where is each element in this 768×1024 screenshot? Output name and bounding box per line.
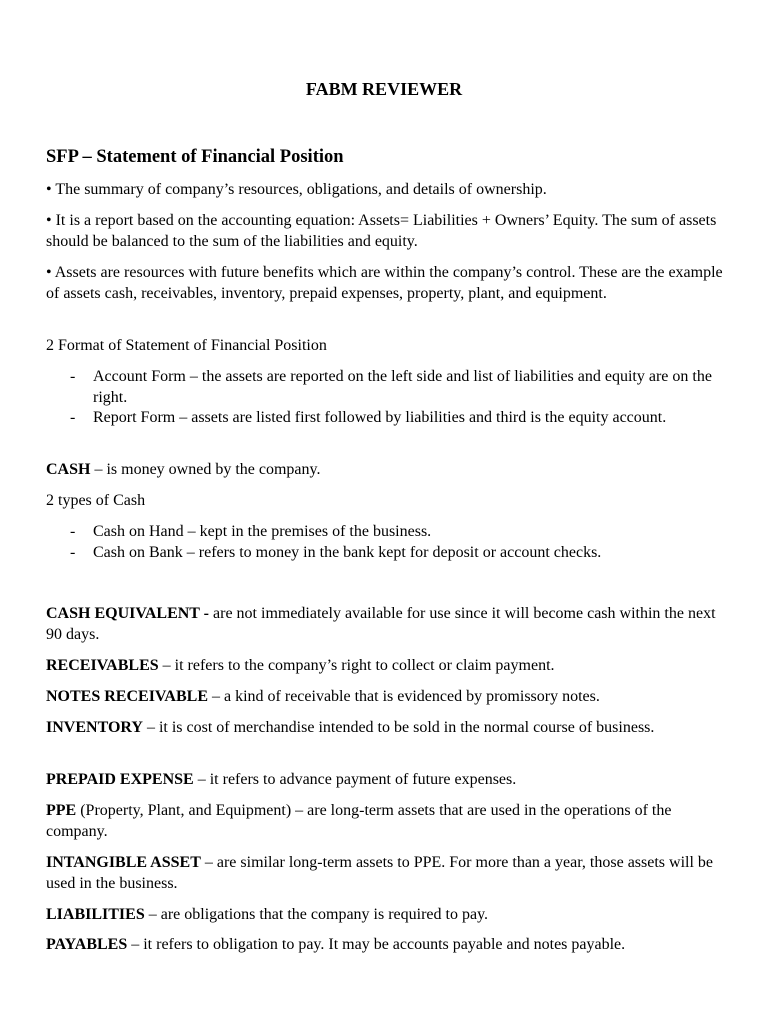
list-item-text: Cash on Hand – kept in the premises of the business. [93, 523, 432, 540]
definition-term: INVENTORY [46, 719, 143, 736]
definition-text: – are obligations that the company is required to pay. [144, 906, 489, 923]
definition-text: – are similar long-term assets to PPE. For more than a year, those assets will be used in the business. [46, 854, 714, 892]
definition-text: – it refers to obligation to pay. It may be accounts payable and notes payable. [127, 936, 626, 953]
section-heading: SFP – Statement of Financial Position [46, 147, 344, 167]
bullet-paragraph: • Assets are resources with future benefits which are within the company’s control. These are the example of assets cash, receivables, inventory, prepaid expenses, property, plant, and equipment. [46, 264, 723, 302]
definition-paragraph [46, 604, 726, 645]
definition-paragraph [46, 801, 726, 842]
cash-definition [46, 460, 726, 481]
definition-term: CASH [46, 461, 91, 478]
definition-text: are not immediately available for use since it will become cash within the next 90 days. [46, 605, 716, 643]
bullet-paragraph: • The summary of company’s resources, obligations, and details of ownership. [46, 181, 547, 198]
definition-term: PREPAID EXPENSE [46, 771, 194, 788]
list-item-text: Report Form – assets are listed first followed by liabilities and third is the equity account. [93, 409, 667, 426]
definition-term: CASH EQUIVALENT - [46, 605, 210, 622]
definition-term: NOTES RECEIVABLE [46, 688, 208, 705]
list-item [70, 543, 730, 564]
definition-text: – is money owned by the company. [90, 461, 321, 478]
dash-bullet: - [70, 523, 76, 540]
format-intro: 2 Format of Statement of Financial Position [46, 337, 327, 354]
list-item [70, 522, 730, 543]
definition-text: – a kind of receivable that is evidenced by promissory notes. [207, 688, 600, 705]
definition-text: – it is cost of merchandise intended to be sold in the normal course of business. [142, 719, 655, 736]
definition-text: – it refers to advance payment of future expenses. [193, 771, 517, 788]
definition-term: PPE [46, 802, 77, 819]
definition-paragraph [46, 905, 726, 926]
list-item [70, 367, 730, 408]
definition-term: PAYABLES [46, 936, 128, 953]
definition-paragraph [46, 656, 726, 677]
definition-paragraph [46, 853, 726, 894]
list-item [70, 408, 730, 429]
cash-types-intro: 2 types of Cash [46, 492, 146, 509]
definition-paragraph [46, 687, 726, 708]
dash-bullet: - [70, 543, 76, 561]
list-item-text: Cash on Bank – refers to money in the bank kept for deposit or account checks. [93, 543, 602, 561]
format-list [70, 367, 730, 429]
dash-bullet: - [70, 409, 76, 426]
definition-text: – it refers to the company’s right to collect or claim payment. [158, 657, 555, 674]
bullet-paragraph: • It is a report based on the accounting equation: Assets= Liabilities + Owners’ Equity. The sum of assets should be balanced to the sum of the liabilities and equity. [46, 212, 717, 250]
dash-bullet: - [70, 368, 76, 385]
definition-term: RECEIVABLES [46, 657, 159, 674]
definition-term: INTANGIBLE ASSET [46, 854, 201, 871]
definition-paragraph [46, 935, 726, 956]
definition-text: (Property, Plant, and Equipment) – are long-term assets that are used in the operations of the company. [46, 802, 672, 840]
definition-paragraph [46, 770, 726, 791]
cash-types-list [70, 522, 730, 563]
definition-term: LIABILITIES [46, 906, 145, 923]
document-title: FABM REVIEWER [305, 79, 463, 99]
list-item-text: Account Form – the assets are reported on the left side and list of liabilities and equity are on the right. [93, 368, 712, 406]
definition-paragraph [46, 718, 726, 739]
